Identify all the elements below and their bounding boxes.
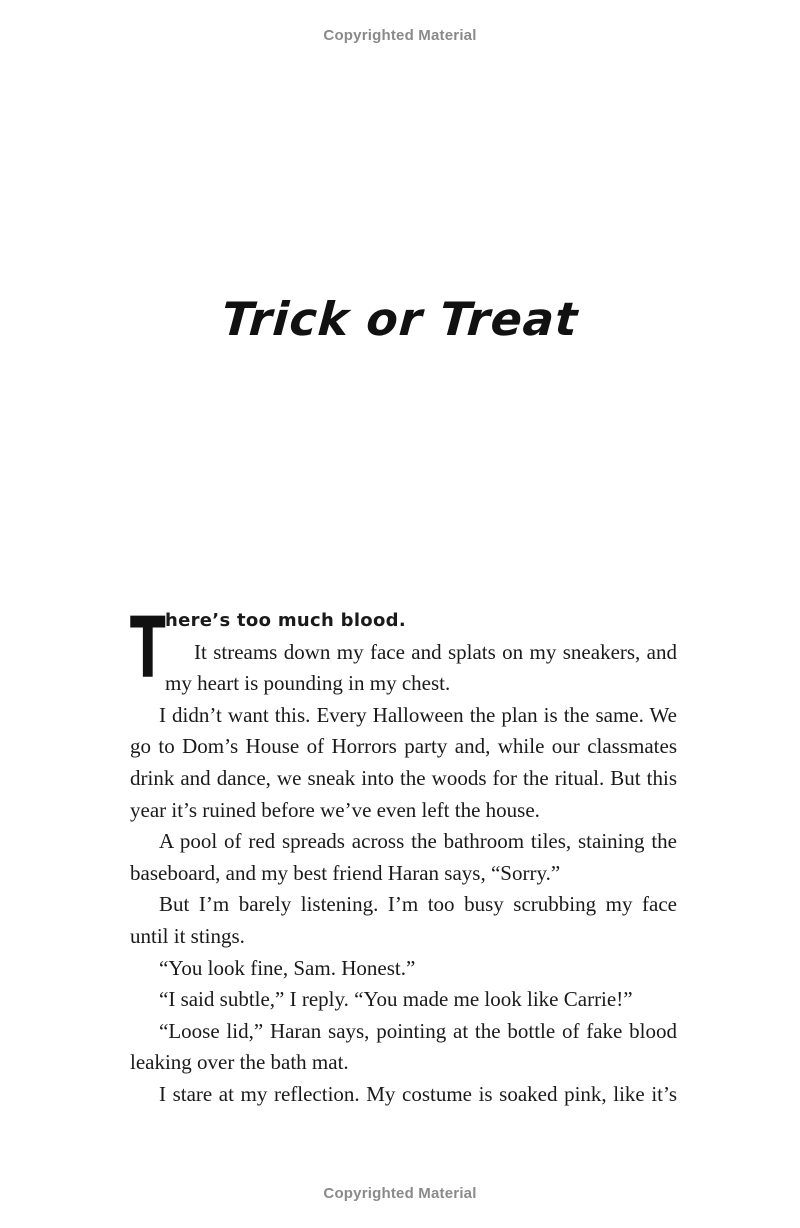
- paragraph: I stare at my reflection. My costume is soaked pink, like it’s: [159, 1081, 677, 1106]
- paragraph: It streams down my face and splats on my sneakers, and my heart is pounding in my chest.: [165, 639, 677, 696]
- drop-cap: T: [130, 599, 166, 697]
- paragraph: “You look fine, Sam. Honest.”: [159, 955, 416, 980]
- paragraph: “Loose lid,” Haran says, pointing at the bottle of fake blood leaking over the bath mat.: [130, 1018, 677, 1075]
- copyright-watermark-bottom: Copyrighted Material: [323, 1185, 477, 1202]
- paragraph: “I said subtle,” I reply. “You made me look like Carrie!”: [159, 987, 633, 1012]
- chapter-title: Trick or Treat: [220, 292, 580, 346]
- paragraph: I didn’t want this. Every Halloween the plan is the same. We go to Dom’s House of Horrors party and, while our classmates drink and dance, we sneak into the woods for the ritual. But this year it’s ruined before we’ve even left the house.: [130, 702, 677, 822]
- chapter-body: [130, 599, 677, 1111]
- paragraph: But I’m barely listening. I’m too busy scrubbing my face until it stings.: [130, 892, 677, 948]
- paragraph: A pool of red spreads across the bathroom tiles, staining the baseboard, and my best friend Haran says, “Sorry.”: [130, 829, 677, 885]
- lead-in-line: [165, 604, 677, 637]
- opening-paragraph: [130, 599, 677, 700]
- copyright-watermark-top: Copyrighted Material: [323, 27, 477, 44]
- lead-in-text: here’s too much blood.: [165, 610, 406, 631]
